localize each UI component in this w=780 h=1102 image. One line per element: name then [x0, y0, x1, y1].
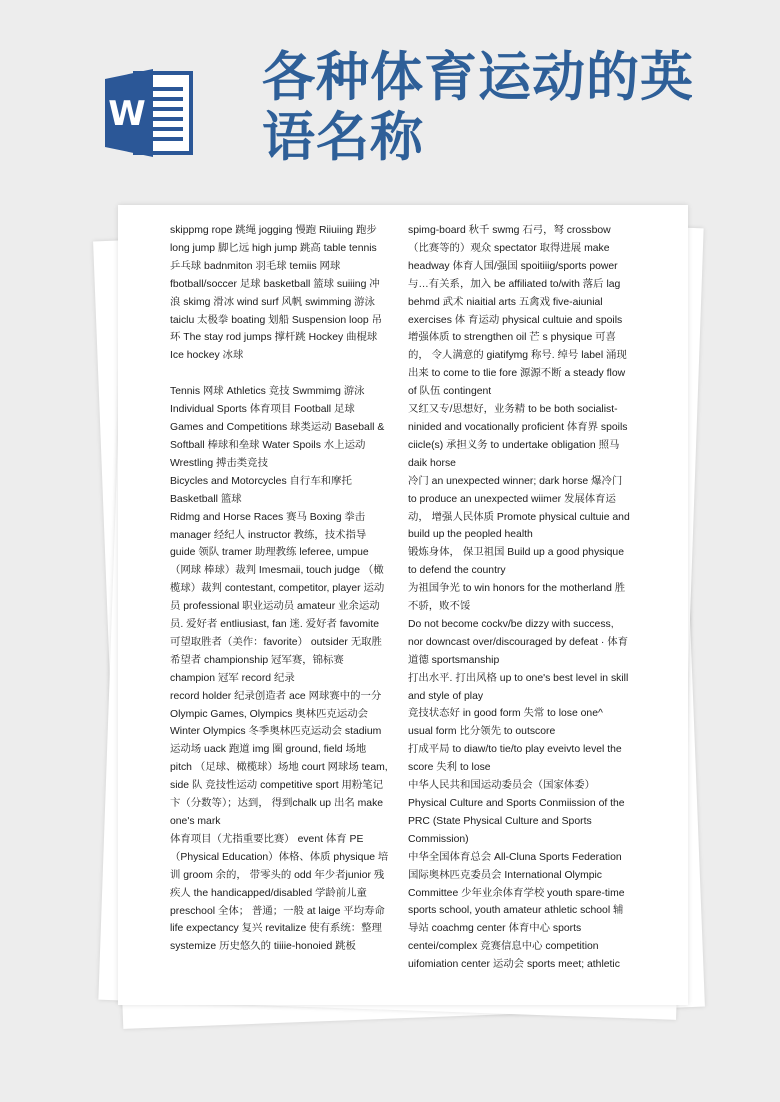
- paragraph: 又红又专/思想好，业务精 to be both socialist-ninided and vocationally proficient 体育界 spoils ciicle(s) 承担义务 to undertake obligation 照马 daik horse: [408, 404, 628, 469]
- paragraph: 中华全国体育总会 All-Cluna Sports Federation 国际奥林匹克委员会 International Olympic Committee 少年业余体育学校 youth spare-time sports school, youth amateur athletic school 辅导站 coachmg center 体育中心 sports centei/complex 竞赛信息中心 competition uifomiation center 运动会 sports meet; athletic: [408, 851, 625, 971]
- paragraph: 打成平局 to diaw/to tie/to play eveivto level the score 失利 to lose: [408, 744, 622, 774]
- title-line-2: 语名称: [262, 107, 424, 168]
- paragraph: Games and Competitions 球类运动 Baseball & Softball 棒球和垒球 Water Spoils 水上运动 Wrestling 搏击类竞技: [170, 422, 385, 469]
- paragraph: 为祖国争光 to win honors for the motherland 胜不骄，败不馁: [408, 583, 626, 613]
- paragraph: 冷门 an unexpected winner; dark horse 爆冷门 to produce an unexpected wiimer 发展体育运动， 增强人民体质 Promote physical cultuie and build up the peopled health: [408, 475, 630, 541]
- paragraph: Basketball 篮球: [170, 493, 242, 505]
- paragraph: 体育项目（尤指重要比赛） event 体育 PE （Physical Education）体格、体质 physique 培训 groom 余的， 带零头的 odd 年少者junior 残疾人 the handicapped/disabled 学龄前儿童 preschool 全体； 普通；一般 at laige 平均寿命 life expectancy 复兴 revitalize 使有系统：整理 systemize 历史悠久的 tiiiie-honoied 跳板: [170, 833, 389, 953]
- header: [0, 0, 780, 200]
- left-text-column: [170, 222, 390, 956]
- paragraph: Tennis 网球 Athletics 竞技 Swmmimg 游泳 Individual Sports 体育项目 Football 足球: [170, 386, 365, 416]
- paragraph: Bicycles and Motorcycles 自行车和摩托: [170, 475, 352, 487]
- paragraph: 锻炼身体， 保卫祖国 Build up a good physique to defend the country: [408, 547, 624, 577]
- right-text-column: [408, 222, 630, 974]
- paragraph: 中华人民共和国运动委员会（国家体委） Physical Culture and Sports Conmiission of the PRC (State Physical Culture and Sports Commission): [408, 780, 625, 845]
- paragraph: Ridmg and Horse Races 赛马 Boxing 拳击 manager 经纪人 instructor 教练，技术指导 guide 领队 tramer 助理教练 leferee, umpue （网球 棒球）裁判 Imesmaii, touch judge （橄榄球）裁判 contestant, competitor, player 运动员 professional 职业运动员 amateur 业余运动员. 爱好者 entliusiast, fan 迷. 爱好者 favomite 可望取胜者（美作：favorite） outsider 无取胜希望者 championship 冠军赛，锦标赛 champion 冠军 record 纪录: [170, 511, 385, 684]
- paragraph-gap: [170, 365, 390, 383]
- paragraph: record holder 纪录创造者 ace 网球赛中的一分 Olympic Games, Olympics 奥林匹克运动会 Winter Olympics 冬季奥林匹克运动会 stadium 运动场 uack 跑道 img 圈 ground, field 场地 pitch （足球、橄榄球）场地 court 网球场 team, side 队 竞技性运动 competitive sport 用粉笔记卞（分数等）；达到， 得到chalk up 出名 make one's mark: [170, 690, 388, 827]
- paragraph: skippmg rope 跳绳 jogging 慢跑 Riiuiing 跑步 long jump 脚匕远 high jump 跳高 table tennis 乒乓球 badnmiton 羽毛球 temiis 网球 fbotball/soccer 足球 basketball 篮球 suiiing 冲浪 skimg 滑冰 wind surf 风帆 swimming 游泳 taiclu 太极拳 boating 划船 Suspension loop 吊环 The stay rod jumps 撑杆跳 Hockey 曲棍球 Ice hockey 冰球: [170, 225, 382, 362]
- title-line-1: 各种体育运动的英: [262, 47, 694, 108]
- word-document-icon: [105, 65, 193, 161]
- word-icon-letter: W: [108, 94, 146, 134]
- paragraph: 打出水平. 打出风格 up to one's best level in skill and style of play: [408, 672, 629, 702]
- document-title: [262, 48, 762, 168]
- paragraph: 竞技状态好 in good form 失常 to lose one^ usual form 比分领先 to outscore: [408, 708, 603, 738]
- paragraph: Do not become cockv/be dizzy with success, nor downcast over/discouraged by defeat · 体育道德 sportsmanship: [408, 618, 629, 666]
- paragraph: spimg-board 秋千 swmg 石弓，弩 crossbow （比赛等的）观众 spectator 取得进展 make headway 体育人国/强国 spoitiiig/sports power 与…有关系，加入 be affiliated to/with 落后 lag behmd 武术 niaitial arts 五禽戏 five-aiunial exercises 体 育运动 physical cultuie and spoils 增强体质 to strengthen oil 芒 s physique 可喜的， 令人满意的 giatifymg 称号. 绰号 label 涌现出来 to come to tlie fore 源源不断 a steady flow of 队伍 contingent: [408, 225, 627, 398]
